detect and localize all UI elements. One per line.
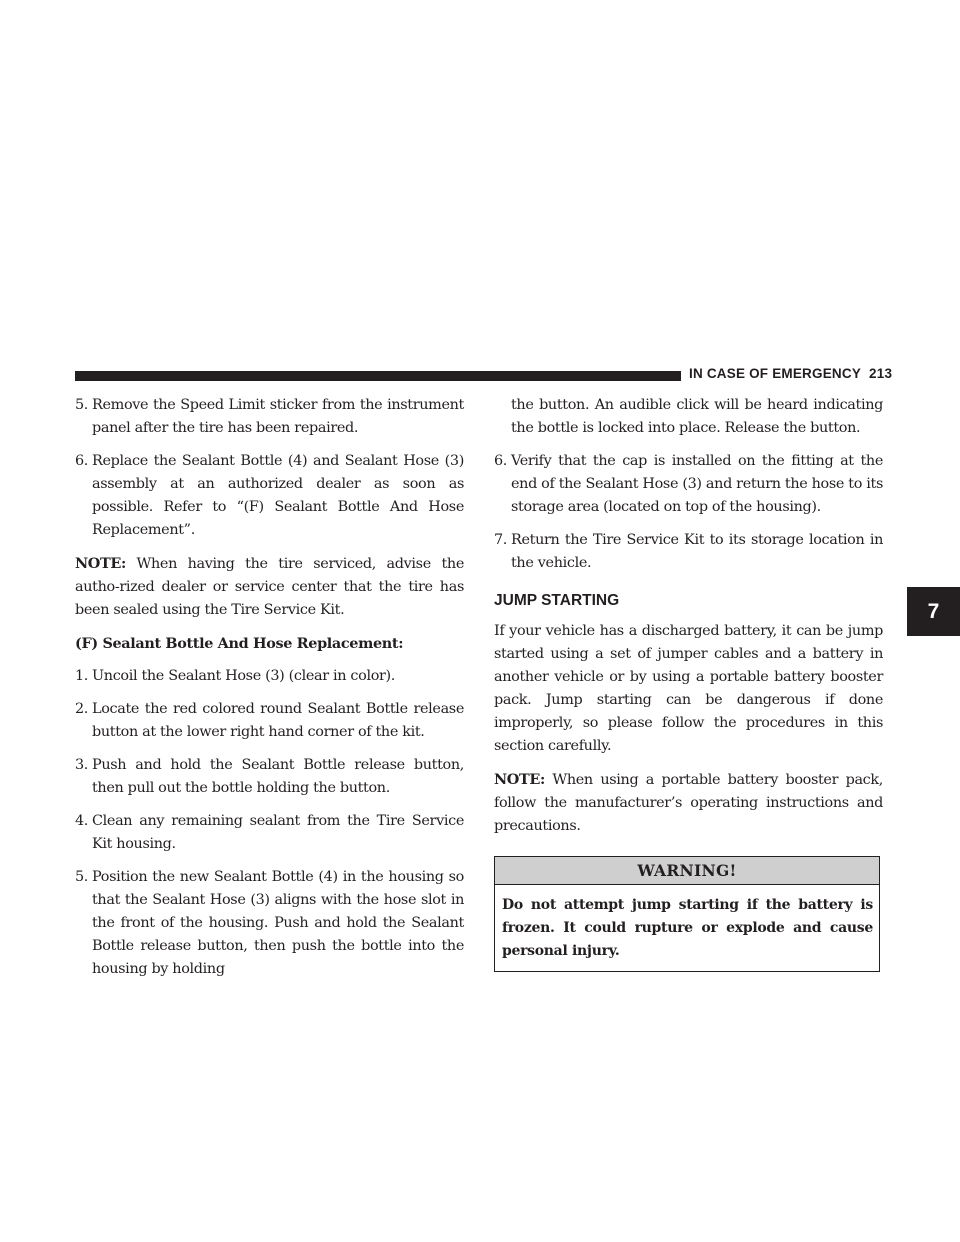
item-number: 3. — [75, 757, 89, 773]
header-rule — [75, 371, 681, 381]
chapter-tab: 7 — [907, 587, 960, 636]
item-number: 5. — [75, 397, 89, 413]
section-heading: JUMP STARTING — [494, 592, 620, 609]
item-number: 7. — [494, 532, 508, 548]
page-number: 213 — [869, 366, 893, 381]
list-item — [75, 394, 464, 440]
running-header — [689, 366, 892, 381]
list-item — [75, 698, 464, 744]
warning-text: Do not attempt jump starting if the battery is frozen. It could rupture or explode and cause personal injury. — [502, 897, 873, 959]
item-text: Clean any remaining sealant from the Tire Service Kit housing. — [92, 813, 464, 852]
item-number: 1. — [75, 668, 89, 684]
item-text: Replace the Sealant Bottle (4) and Sealant Hose (3) assembly at an authorized dealer as soon as possible. Refer to “(F) Sealant Bottle And Hose Replacement”. — [92, 453, 464, 538]
list-item — [494, 450, 883, 519]
item-number: 4. — [75, 813, 89, 829]
list-item — [75, 665, 464, 688]
subheading: (F) Sealant Bottle And Hose Replacement: — [75, 635, 404, 652]
item-text: Verify that the cap is installed on the fitting at the end of the Sealant Hose (3) and return the hose to its storage area (located on top of the housing). — [511, 453, 883, 515]
note-text: When using a portable battery booster pack, follow the manufacturer’s operating instructions and precautions. — [494, 772, 883, 834]
note-paragraph — [494, 768, 883, 838]
item-text: Position the new Sealant Bottle (4) in the housing so that the Sealant Hose (3) aligns with the hose slot in the front of the housing. Push and hold the Sealant Bottle release button, then push the bottle into the housing by holding — [92, 869, 464, 977]
list-item — [75, 754, 464, 800]
section-title: IN CASE OF EMERGENCY — [689, 366, 862, 381]
note-paragraph — [75, 552, 464, 622]
item-text: Remove the Speed Limit sticker from the instrument panel after the tire has been repaired. — [92, 397, 464, 436]
list-item — [75, 810, 464, 856]
item-number: 2. — [75, 701, 89, 717]
item-text: Push and hold the Sealant Bottle release button, then pull out the bottle holding the button. — [92, 757, 464, 796]
note-label: NOTE: — [494, 771, 545, 788]
note-text: When having the tire serviced, advise the autho-rized dealer or service center that the tire has been sealed using the Tire Service Kit. — [75, 556, 465, 618]
note-label: NOTE: — [75, 555, 126, 572]
list-item — [494, 529, 883, 575]
item-text: Return the Tire Service Kit to its storage location in the vehicle. — [511, 532, 883, 571]
list-item — [75, 450, 464, 542]
item-number: 6. — [75, 453, 89, 469]
right-column — [494, 394, 883, 972]
warning-title: WARNING! — [495, 857, 879, 885]
item-number: 5. — [75, 869, 89, 885]
left-column — [75, 394, 464, 991]
intro-paragraph: If your vehicle has a discharged battery, it can be jump started using a set of jumper cables and a battery in another vehicle or by using a portable battery booster pack. Jump starting can be dangerous if done improperly, so please follow the procedures in this section carefully. — [494, 623, 883, 754]
item-text: Locate the red colored round Sealant Bottle release button at the lower right hand corner of the kit. — [92, 701, 464, 740]
continued-text: the button. An audible click will be heard indicating the bottle is locked into place. Release the button. — [511, 397, 883, 436]
item-text: Uncoil the Sealant Hose (3) (clear in color). — [92, 668, 396, 684]
item-number: 6. — [494, 453, 508, 469]
warning-box — [494, 856, 880, 972]
list-item — [75, 866, 464, 981]
